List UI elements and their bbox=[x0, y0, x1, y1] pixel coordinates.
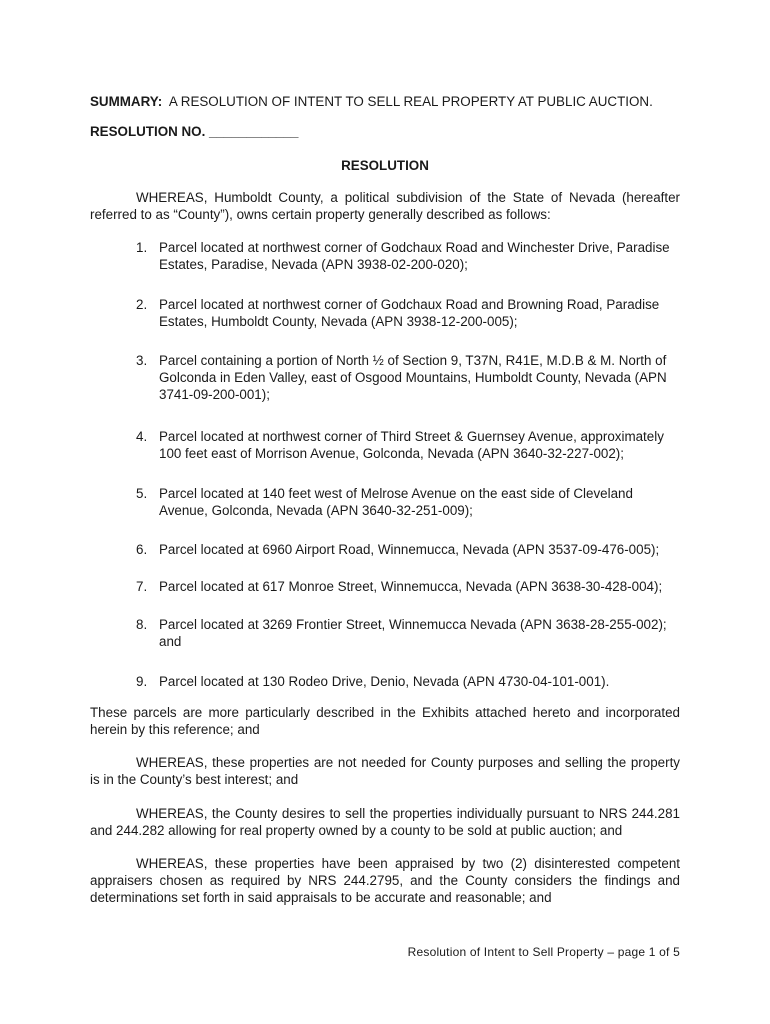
whereas-appraised-paragraph: WHEREAS, these properties have been appraised by two (2) disinterested competent appraisers chosen as required by NRS 244.2795, and the County considers the findings and determinations set forth in said appraisals to be accurate and reasonable; and bbox=[90, 856, 680, 905]
parcel-description: Parcel located at 3269 Frontier Street, Winnemucca Nevada (APN 3638-28-255-002); and bbox=[159, 617, 667, 649]
parcel-list-item bbox=[136, 616, 680, 650]
parcel-description: Parcel located at northwest corner of Godchaux Road and Winchester Drive, Paradise Estates, Paradise, Nevada (APN 3938-02-200-020); bbox=[159, 240, 670, 272]
parcel-list-item bbox=[136, 578, 680, 595]
parcel-description: Parcel located at 130 Rodeo Drive, Denio, Nevada (APN 4730-04-101-001). bbox=[159, 674, 610, 689]
parcel-description: Parcel located at northwest corner of Godchaux Road and Browning Road, Paradise Estates, Humboldt County, Nevada (APN 3938-12-200-005); bbox=[159, 297, 660, 329]
parcel-description: Parcel located at northwest corner of Third Street & Guernsey Avenue, approximately 100 feet east of Morrison Avenue, Golconda, Nevada (APN 3640-32-227-002); bbox=[159, 429, 664, 461]
parcel-description: Parcel located at 617 Monroe Street, Winnemucca, Nevada (APN 3638-30-428-004); bbox=[159, 579, 663, 594]
parcel-number: 9. bbox=[136, 674, 148, 689]
parcel-list-item bbox=[136, 673, 680, 690]
whereas-intro-paragraph: WHEREAS, Humboldt County, a political subdivision of the State of Nevada (hereafter referred to as “County”), owns certain property generally described as follows: bbox=[90, 190, 680, 222]
parcel-description: Parcel located at 140 feet west of Melrose Avenue on the east side of Cleveland Avenue, Golconda, Nevada (APN 3640-32-251-009); bbox=[159, 486, 633, 518]
parcel-list-item bbox=[136, 352, 680, 403]
resolution-number: RESOLUTION NO. ____________ bbox=[90, 124, 299, 139]
parcel-description: Parcel containing a portion of North ½ of Section 9, T37N, R41E, M.D.B & M. North of Golconda in Eden Valley, east of Osgood Mountains, Humboldt County, Nevada (APN 3741-09-200-001); bbox=[159, 353, 667, 402]
parcel-number: 1. bbox=[136, 240, 148, 255]
parcel-list-item bbox=[136, 296, 680, 330]
page-footer: Resolution of Intent to Sell Property – page 1 of 5 bbox=[407, 945, 680, 959]
parcel-number: 7. bbox=[136, 579, 148, 594]
parcel-list-item bbox=[136, 428, 680, 462]
document-title: RESOLUTION bbox=[341, 158, 429, 173]
summary-line bbox=[90, 93, 680, 110]
parcel-number: 6. bbox=[136, 542, 148, 557]
summary-label: SUMMARY: bbox=[90, 94, 163, 109]
parcel-number: 4. bbox=[136, 429, 148, 444]
summary-text: A RESOLUTION OF INTENT TO SELL REAL PROPERTY AT PUBLIC AUCTION. bbox=[168, 94, 653, 109]
parcel-list-item bbox=[136, 239, 680, 273]
parcel-number: 3. bbox=[136, 353, 148, 368]
parcel-description: Parcel located at 6960 Airport Road, Winnemucca, Nevada (APN 3537-09-476-005); bbox=[159, 542, 660, 557]
parcel-number: 8. bbox=[136, 617, 148, 632]
whereas-not-needed-paragraph: WHEREAS, these properties are not needed for County purposes and selling the property is in the County’s best interest; and bbox=[90, 755, 680, 787]
parcel-number: 2. bbox=[136, 297, 148, 312]
parcel-number: 5. bbox=[136, 486, 148, 501]
exhibits-paragraph: These parcels are more particularly described in the Exhibits attached hereto and incorporated herein by this reference; and bbox=[90, 705, 680, 737]
parcel-list-item bbox=[136, 541, 680, 558]
parcel-list-item bbox=[136, 485, 680, 519]
whereas-desires-paragraph: WHEREAS, the County desires to sell the properties individually pursuant to NRS 244.281 and 244.282 allowing for real property owned by a county to be sold at public auction; and bbox=[90, 806, 680, 838]
